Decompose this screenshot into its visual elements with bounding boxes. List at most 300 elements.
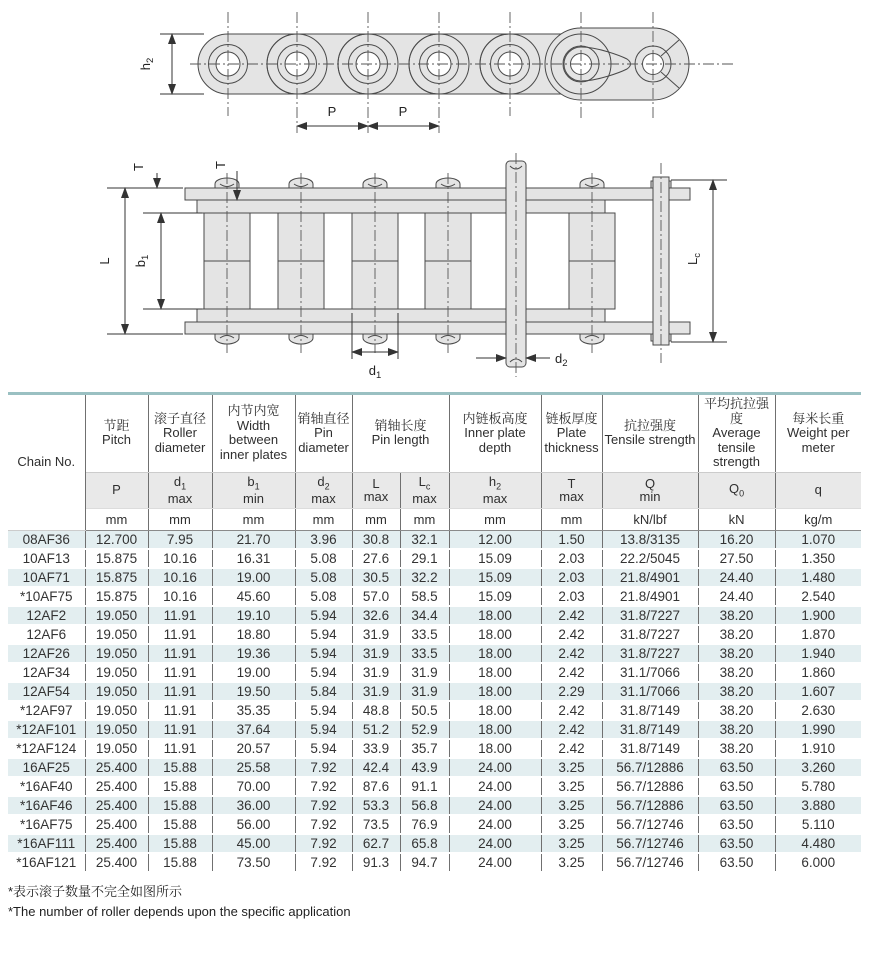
symbol-text: $Q_0$ xyxy=(728,480,745,499)
value-cell: 19.10 xyxy=(212,606,295,625)
chain-no-cell: 12AF26 xyxy=(8,644,85,663)
value-cell: 15.09 xyxy=(449,587,541,606)
value-cell: 3.25 xyxy=(541,777,602,796)
value-cell: 24.40 xyxy=(698,568,775,587)
value-cell: 31.8/7227 xyxy=(602,625,698,644)
symbol-subscript: 2 xyxy=(324,481,330,492)
value-cell: 31.1/7066 xyxy=(602,682,698,701)
column-title-zh: 销轴直径 xyxy=(297,410,350,426)
value-cell: 35.35 xyxy=(212,701,295,720)
value-cell: 2.540 xyxy=(775,587,861,606)
value-cell: 19.00 xyxy=(212,663,295,682)
value-cell: 50.5 xyxy=(400,701,449,720)
symbol-limit: min xyxy=(243,490,264,506)
value-cell: 52.9 xyxy=(400,720,449,739)
value-cell: 1.070 xyxy=(775,530,861,549)
value-cell: 7.92 xyxy=(295,758,352,777)
value-cell: 5.84 xyxy=(295,682,352,701)
column-unit: mm xyxy=(352,508,400,530)
symbol-subscript: 1 xyxy=(181,481,187,492)
column-group-header xyxy=(698,394,775,473)
lc-label: $L_c$ xyxy=(685,253,703,265)
value-cell: 18.00 xyxy=(449,720,541,739)
column-title-en: Roller diameter xyxy=(154,425,206,455)
chain-no-cell: 12AF2 xyxy=(8,606,85,625)
value-cell: 24.00 xyxy=(449,758,541,777)
symbol-limit: max xyxy=(412,490,437,506)
value-cell: 31.8/7149 xyxy=(602,701,698,720)
t2-label: T xyxy=(213,161,228,169)
table-row xyxy=(8,815,861,834)
value-cell: 7.92 xyxy=(295,853,352,872)
value-cell: 5.94 xyxy=(295,606,352,625)
value-cell: 51.2 xyxy=(352,720,400,739)
value-cell: 18.00 xyxy=(449,663,541,682)
column-symbol xyxy=(698,472,775,508)
value-cell: 12.700 xyxy=(85,530,148,549)
header-unit-row xyxy=(8,508,861,530)
value-cell: 31.1/7066 xyxy=(602,663,698,682)
value-cell: 5.94 xyxy=(295,663,352,682)
chain-top-view-drawing xyxy=(85,151,775,383)
value-cell: 2.42 xyxy=(541,663,602,682)
chain-no-cell: 16AF25 xyxy=(8,758,85,777)
value-cell: 18.00 xyxy=(449,682,541,701)
value-cell: 1.50 xyxy=(541,530,602,549)
column-title-zh: 链板厚度 xyxy=(545,410,598,426)
value-cell: 18.00 xyxy=(449,739,541,758)
footnote-zh: *表示滚子数量不完全如图所示 xyxy=(8,884,183,900)
value-cell: 11.91 xyxy=(148,701,212,720)
value-cell: 19.050 xyxy=(85,606,148,625)
value-cell: 11.91 xyxy=(148,644,212,663)
column-title-en: Inner plate depth xyxy=(464,425,526,455)
symbol-subscript: 0 xyxy=(739,488,745,499)
value-cell: 31.9 xyxy=(352,644,400,663)
pitch-label-1: P xyxy=(327,104,337,119)
column-symbol xyxy=(449,472,541,508)
value-cell: 21.70 xyxy=(212,530,295,549)
value-cell: 25.400 xyxy=(85,853,148,872)
value-cell: 63.50 xyxy=(698,815,775,834)
value-cell: 56.7/12746 xyxy=(602,834,698,853)
column-title-zh: 销轴长度 xyxy=(374,417,427,433)
table-row xyxy=(8,606,861,625)
table-row xyxy=(8,625,861,644)
dimension-lc xyxy=(671,180,727,342)
value-cell: 31.8/7227 xyxy=(602,644,698,663)
column-title-en: Average tensile strength xyxy=(712,425,761,470)
value-cell: 24.40 xyxy=(698,587,775,606)
value-cell: 1.900 xyxy=(775,606,861,625)
value-cell: 1.480 xyxy=(775,568,861,587)
column-group-header xyxy=(449,394,541,473)
chain-no-cell: 12AF54 xyxy=(8,682,85,701)
d2-label: $d_2$ xyxy=(555,351,568,369)
chain-no-cell: *12AF101 xyxy=(8,720,85,739)
table-row xyxy=(8,834,861,853)
value-cell: 11.91 xyxy=(148,606,212,625)
symbol-text: $d_2$ xyxy=(317,473,330,492)
b1-label: $b_1$ xyxy=(133,254,151,268)
symbol-text: $b_1$ xyxy=(247,473,260,492)
value-cell: 73.50 xyxy=(212,853,295,872)
chain-side-view-drawing xyxy=(130,6,810,144)
value-cell: 7.92 xyxy=(295,777,352,796)
value-cell: 10.16 xyxy=(148,568,212,587)
value-cell: 1.990 xyxy=(775,720,861,739)
value-cell: 1.940 xyxy=(775,644,861,663)
top-view-drawing-wrap xyxy=(85,151,869,388)
value-cell: 38.20 xyxy=(698,701,775,720)
value-cell: 57.0 xyxy=(352,587,400,606)
column-title-en: Pin length xyxy=(371,432,430,448)
column-title-en: Tensile strength xyxy=(604,432,696,448)
symbol-text: Q xyxy=(644,475,656,491)
column-symbol xyxy=(602,472,698,508)
column-title-en: Pin diameter xyxy=(298,425,349,455)
header-symbol-row xyxy=(8,472,861,508)
value-cell: 56.8 xyxy=(400,796,449,815)
value-cell: 56.7/12886 xyxy=(602,777,698,796)
value-cell: 19.050 xyxy=(85,682,148,701)
value-cell: 63.50 xyxy=(698,758,775,777)
column-title-en: Pitch xyxy=(102,432,131,448)
chain-no-cell: 12AF34 xyxy=(8,663,85,682)
value-cell: 2.03 xyxy=(541,549,602,568)
symbol-subscript: 2 xyxy=(496,481,502,492)
column-unit: kN xyxy=(698,508,775,530)
value-cell: 19.050 xyxy=(85,739,148,758)
value-cell: 15.875 xyxy=(85,587,148,606)
column-title-zh: 节距 xyxy=(103,417,130,433)
value-cell: 5.08 xyxy=(295,549,352,568)
column-group-header xyxy=(148,394,212,473)
value-cell: 12.00 xyxy=(449,530,541,549)
value-cell: 65.8 xyxy=(400,834,449,853)
value-cell: 25.400 xyxy=(85,834,148,853)
value-cell: 3.260 xyxy=(775,758,861,777)
value-cell: 11.91 xyxy=(148,720,212,739)
column-symbol xyxy=(400,472,449,508)
value-cell: 31.8/7149 xyxy=(602,739,698,758)
symbol-text: P xyxy=(112,482,121,498)
value-cell: 56.00 xyxy=(212,815,295,834)
value-cell: 5.08 xyxy=(295,568,352,587)
value-cell: 58.5 xyxy=(400,587,449,606)
value-cell: 15.88 xyxy=(148,815,212,834)
column-unit: mm xyxy=(295,508,352,530)
value-cell: 24.00 xyxy=(449,834,541,853)
side-view-drawing-wrap xyxy=(130,6,869,149)
value-cell: 2.42 xyxy=(541,701,602,720)
value-cell: 13.8/3135 xyxy=(602,530,698,549)
chain-no-cell: 08AF36 xyxy=(8,530,85,549)
chain-no-cell: *12AF97 xyxy=(8,701,85,720)
value-cell: 5.94 xyxy=(295,644,352,663)
column-unit: mm xyxy=(148,508,212,530)
value-cell: 7.92 xyxy=(295,834,352,853)
value-cell: 33.9 xyxy=(352,739,400,758)
value-cell: 1.607 xyxy=(775,682,861,701)
table-row xyxy=(8,853,861,872)
value-cell: 5.110 xyxy=(775,815,861,834)
table-row xyxy=(8,644,861,663)
column-unit: kg/m xyxy=(775,508,861,530)
value-cell: 19.50 xyxy=(212,682,295,701)
value-cell: 2.42 xyxy=(541,625,602,644)
value-cell: 24.00 xyxy=(449,777,541,796)
column-unit: kN/lbf xyxy=(602,508,698,530)
column-title-zh: 抗拉强度 xyxy=(624,417,677,433)
value-cell: 70.00 xyxy=(212,777,295,796)
value-cell: 87.6 xyxy=(352,777,400,796)
column-unit: mm xyxy=(449,508,541,530)
value-cell: 30.8 xyxy=(352,530,400,549)
top-view-rollers xyxy=(204,213,615,309)
t1-label: T xyxy=(131,163,146,171)
value-cell: 25.400 xyxy=(85,796,148,815)
value-cell: 24.00 xyxy=(449,796,541,815)
column-group-header xyxy=(212,394,295,473)
column-unit: mm xyxy=(85,508,148,530)
symbol-text: $L_c$ xyxy=(418,473,431,492)
chain-no-cell: *10AF75 xyxy=(8,587,85,606)
value-cell: 21.8/4901 xyxy=(602,587,698,606)
l-label: L xyxy=(97,257,112,265)
value-cell: 63.50 xyxy=(698,853,775,872)
value-cell: 1.870 xyxy=(775,625,861,644)
value-cell: 15.88 xyxy=(148,853,212,872)
chain-no-cell: 10AF71 xyxy=(8,568,85,587)
value-cell: 76.9 xyxy=(400,815,449,834)
value-cell: 15.875 xyxy=(85,549,148,568)
value-cell: 5.780 xyxy=(775,777,861,796)
value-cell: 91.3 xyxy=(352,853,400,872)
dimension-b1 xyxy=(133,213,202,309)
column-unit: mm xyxy=(212,508,295,530)
value-cell: 31.9 xyxy=(352,625,400,644)
chain-no-cell: *16AF40 xyxy=(8,777,85,796)
value-cell: 2.29 xyxy=(541,682,602,701)
value-cell: 22.2/5045 xyxy=(602,549,698,568)
value-cell: 5.94 xyxy=(295,739,352,758)
symbol-subscript: 1 xyxy=(254,481,260,492)
chain-no-cell: 12AF6 xyxy=(8,625,85,644)
value-cell: 1.350 xyxy=(775,549,861,568)
table-row xyxy=(8,796,861,815)
value-cell: 38.20 xyxy=(698,625,775,644)
value-cell: 19.050 xyxy=(85,663,148,682)
value-cell: 38.20 xyxy=(698,606,775,625)
chain-no-cell: 10AF13 xyxy=(8,549,85,568)
value-cell: 5.94 xyxy=(295,701,352,720)
value-cell: 31.9 xyxy=(400,682,449,701)
value-cell: 33.5 xyxy=(400,644,449,663)
value-cell: 19.050 xyxy=(85,701,148,720)
value-cell: 6.000 xyxy=(775,853,861,872)
chain-no-header: Chain No. xyxy=(8,394,85,531)
value-cell: 45.60 xyxy=(212,587,295,606)
value-cell: 35.7 xyxy=(400,739,449,758)
value-cell: 4.480 xyxy=(775,834,861,853)
chain-no-cell: *16AF121 xyxy=(8,853,85,872)
column-title-zh: 内链板高度 xyxy=(462,410,528,426)
column-title-zh: 滚子直径 xyxy=(153,410,206,426)
value-cell: 25.400 xyxy=(85,815,148,834)
value-cell: 7.95 xyxy=(148,530,212,549)
value-cell: 5.94 xyxy=(295,720,352,739)
chain-no-cell: *12AF124 xyxy=(8,739,85,758)
symbol-limit: max xyxy=(363,489,389,505)
table-row xyxy=(8,568,861,587)
column-symbol xyxy=(775,472,861,508)
value-cell: 2.630 xyxy=(775,701,861,720)
value-cell: 30.5 xyxy=(352,568,400,587)
value-cell: 7.92 xyxy=(295,796,352,815)
value-cell: 42.4 xyxy=(352,758,400,777)
table-row xyxy=(8,663,861,682)
value-cell: 18.00 xyxy=(449,644,541,663)
dimension-t1 xyxy=(131,163,157,188)
value-cell: 10.16 xyxy=(148,587,212,606)
value-cell: 5.08 xyxy=(295,587,352,606)
value-cell: 33.5 xyxy=(400,625,449,644)
column-title-en: Weight per meter xyxy=(786,425,850,455)
column-title-zh: 内节内宽 xyxy=(227,403,280,419)
chain-no-cell: *16AF75 xyxy=(8,815,85,834)
value-cell: 38.20 xyxy=(698,682,775,701)
value-cell: 32.1 xyxy=(400,530,449,549)
symbol-limit: max xyxy=(311,490,336,506)
value-cell: 63.50 xyxy=(698,796,775,815)
column-symbol xyxy=(352,472,400,508)
value-cell: 15.09 xyxy=(449,549,541,568)
value-cell: 38.20 xyxy=(698,720,775,739)
symbol-limit: max xyxy=(559,489,584,505)
value-cell: 37.64 xyxy=(212,720,295,739)
symbol-text: q xyxy=(814,482,822,498)
value-cell: 15.88 xyxy=(148,834,212,853)
value-cell: 3.25 xyxy=(541,834,602,853)
column-group-header xyxy=(295,394,352,473)
value-cell: 32.6 xyxy=(352,606,400,625)
value-cell: 19.050 xyxy=(85,625,148,644)
value-cell: 3.25 xyxy=(541,815,602,834)
value-cell: 91.1 xyxy=(400,777,449,796)
column-title-en: Width between inner plates xyxy=(219,417,288,462)
value-cell: 29.1 xyxy=(400,549,449,568)
table-row xyxy=(8,530,861,549)
value-cell: 15.09 xyxy=(449,568,541,587)
value-cell: 27.6 xyxy=(352,549,400,568)
value-cell: 1.860 xyxy=(775,663,861,682)
header-name-row xyxy=(8,394,861,473)
value-cell: 56.7/12886 xyxy=(602,758,698,777)
symbol-text: $h_2$ xyxy=(488,473,502,492)
column-symbol xyxy=(148,472,212,508)
value-cell: 31.8/7227 xyxy=(602,606,698,625)
value-cell: 73.5 xyxy=(352,815,400,834)
value-cell: 56.7/12746 xyxy=(602,853,698,872)
pitch-label-2: P xyxy=(398,104,408,119)
value-cell: 16.31 xyxy=(212,549,295,568)
value-cell: 18.00 xyxy=(449,625,541,644)
value-cell: 11.91 xyxy=(148,663,212,682)
value-cell: 38.20 xyxy=(698,644,775,663)
value-cell: 24.00 xyxy=(449,853,541,872)
value-cell: 3.25 xyxy=(541,853,602,872)
value-cell: 15.88 xyxy=(148,777,212,796)
value-cell: 25.400 xyxy=(85,777,148,796)
value-cell: 3.96 xyxy=(295,530,352,549)
column-symbol xyxy=(85,472,148,508)
column-symbol xyxy=(212,472,295,508)
value-cell: 18.80 xyxy=(212,625,295,644)
value-cell: 31.9 xyxy=(352,682,400,701)
value-cell: 19.050 xyxy=(85,644,148,663)
value-cell: 43.9 xyxy=(400,758,449,777)
chain-no-cell: *16AF46 xyxy=(8,796,85,815)
value-cell: 11.91 xyxy=(148,739,212,758)
value-cell: 31.9 xyxy=(352,663,400,682)
value-cell: 34.4 xyxy=(400,606,449,625)
column-title-zh: 平均抗拉强度 xyxy=(704,396,770,426)
column-symbol xyxy=(295,472,352,508)
value-cell: 21.8/4901 xyxy=(602,568,698,587)
value-cell: 32.2 xyxy=(400,568,449,587)
chain-no-cell: *16AF111 xyxy=(8,834,85,853)
value-cell: 2.03 xyxy=(541,568,602,587)
value-cell: 19.36 xyxy=(212,644,295,663)
value-cell: 63.50 xyxy=(698,834,775,853)
table-body xyxy=(8,530,861,872)
table-row xyxy=(8,739,861,758)
value-cell: 5.94 xyxy=(295,625,352,644)
table-header xyxy=(8,394,861,531)
column-unit: mm xyxy=(400,508,449,530)
value-cell: 20.57 xyxy=(212,739,295,758)
symbol-limit: min xyxy=(639,489,661,505)
value-cell: 2.03 xyxy=(541,587,602,606)
value-cell: 94.7 xyxy=(400,853,449,872)
value-cell: 10.16 xyxy=(148,549,212,568)
table-row xyxy=(8,587,861,606)
value-cell: 27.50 xyxy=(698,549,775,568)
value-cell: 19.00 xyxy=(212,568,295,587)
value-cell: 18.00 xyxy=(449,606,541,625)
value-cell: 48.8 xyxy=(352,701,400,720)
column-group-header xyxy=(602,394,698,473)
value-cell: 56.7/12886 xyxy=(602,796,698,815)
value-cell: 11.91 xyxy=(148,682,212,701)
value-cell: 15.875 xyxy=(85,568,148,587)
column-unit: mm xyxy=(541,508,602,530)
value-cell: 3.25 xyxy=(541,796,602,815)
value-cell: 2.42 xyxy=(541,720,602,739)
column-symbol xyxy=(541,472,602,508)
value-cell: 3.880 xyxy=(775,796,861,815)
value-cell: 2.42 xyxy=(541,644,602,663)
spec-table xyxy=(8,392,861,873)
symbol-limit: max xyxy=(482,490,508,506)
value-cell: 25.58 xyxy=(212,758,295,777)
table-row xyxy=(8,777,861,796)
table-row xyxy=(8,549,861,568)
column-group-header xyxy=(775,394,861,473)
column-title-en: Plate thickness xyxy=(544,425,599,455)
d1-label: $d_1$ xyxy=(368,363,382,381)
